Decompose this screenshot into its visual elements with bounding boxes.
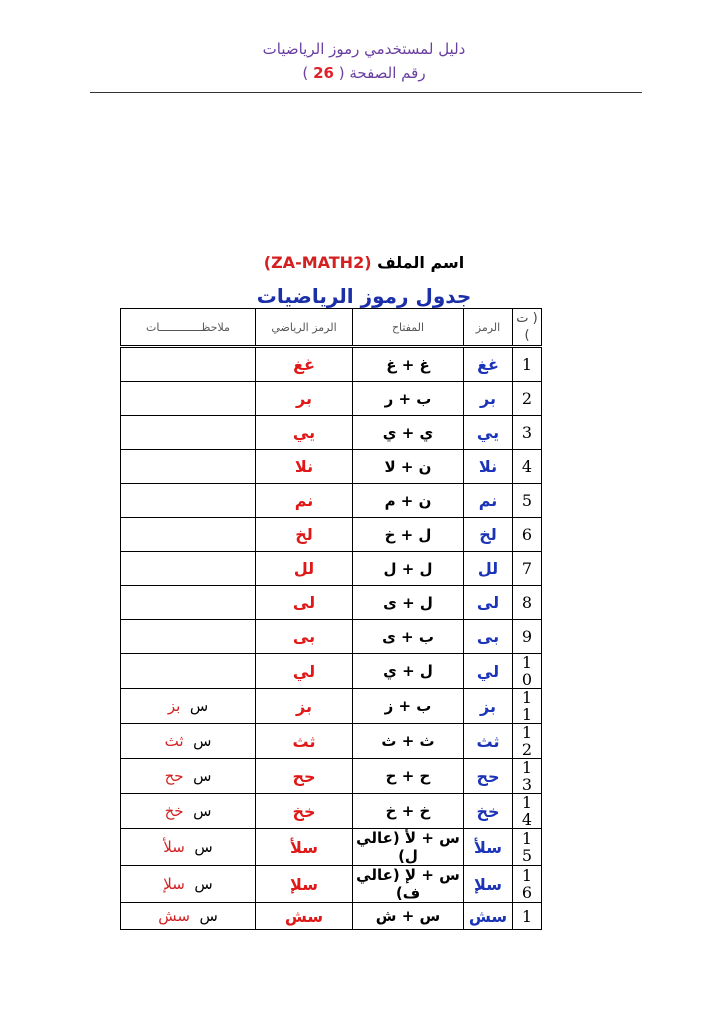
file-name-line (0, 253, 728, 272)
table-row (121, 794, 542, 829)
cell-symbol: لى (464, 586, 513, 620)
cell-math-symbol: بر (256, 382, 353, 416)
note-symbol: خخ (164, 802, 184, 820)
cell-notes (121, 552, 256, 586)
note-prefix: س (194, 838, 213, 856)
cell-notes (121, 794, 256, 829)
table-title: جدول رموز الرياضيات (256, 284, 472, 308)
page-close: ) (302, 64, 309, 82)
cell-math-symbol: سش (256, 903, 353, 930)
row-num-digit: 4 (521, 810, 533, 829)
table-row (121, 552, 542, 586)
cell-notes (121, 903, 256, 930)
col-header-key: المفتاح (353, 309, 464, 347)
file-label: اسم الملف (377, 253, 465, 272)
cell-symbol: سش (464, 903, 513, 930)
cell-math-symbol: حح (256, 759, 353, 794)
row-num: 4 (521, 457, 533, 476)
cell-math-symbol: بى (256, 620, 353, 654)
cell-symbol: بر (464, 382, 513, 416)
cell-symbol: لل (464, 552, 513, 586)
cell-symbol: بى (464, 620, 513, 654)
table-row (121, 654, 542, 689)
cell-math-symbol: يي (256, 416, 353, 450)
cell-num (513, 518, 542, 552)
cell-num (513, 552, 542, 586)
row-num: 5 (521, 491, 533, 510)
cell-num (513, 794, 542, 829)
table-row (121, 586, 542, 620)
cell-math-symbol: نم (256, 484, 353, 518)
cell-key: ح + ح (353, 759, 464, 794)
cell-symbol: حح (464, 759, 513, 794)
table-row (121, 903, 542, 930)
cell-num (513, 724, 542, 759)
row-num-digit: 2 (521, 740, 533, 759)
cell-key: س + لأ (عالي ل) (353, 829, 464, 866)
cell-key: ل + ي (353, 654, 464, 689)
cell-symbol: خخ (464, 794, 513, 829)
note-symbol: سلإ (163, 875, 185, 893)
cell-num (513, 866, 542, 903)
cell-key: ل + خ (353, 518, 464, 552)
cell-notes (121, 450, 256, 484)
row-num: 8 (521, 593, 533, 612)
table-row (121, 450, 542, 484)
cell-math-symbol: ثث (256, 724, 353, 759)
cell-symbol: لي (464, 654, 513, 689)
cell-notes (121, 654, 256, 689)
cell-notes (121, 416, 256, 450)
note-symbol: بز (167, 697, 181, 715)
row-num-digit: 1 (521, 723, 533, 742)
cell-num (513, 654, 542, 689)
col-header-num-label: ( ت ) (516, 311, 538, 343)
row-num: 9 (521, 627, 533, 646)
cell-key: ب + ى (353, 620, 464, 654)
table-row (121, 620, 542, 654)
cell-num (513, 450, 542, 484)
cell-key: ب + ر (353, 382, 464, 416)
cell-num (513, 347, 542, 382)
cell-key: س + ش (353, 903, 464, 930)
table-row (121, 759, 542, 794)
cell-symbol: ثث (464, 724, 513, 759)
note-prefix: س (193, 802, 212, 820)
note-symbol: سلأ (163, 838, 185, 856)
cell-math-symbol: غغ (256, 347, 353, 382)
cell-num (513, 759, 542, 794)
page-number-line (0, 64, 728, 82)
table-header-row (121, 309, 542, 347)
cell-math-symbol: لى (256, 586, 353, 620)
cell-math-symbol: لي (256, 654, 353, 689)
cell-notes (121, 829, 256, 866)
note-symbol: ثث (164, 732, 184, 750)
cell-symbol: نم (464, 484, 513, 518)
cell-num (513, 416, 542, 450)
cell-key: ل + ى (353, 586, 464, 620)
cell-notes (121, 759, 256, 794)
table-row (121, 484, 542, 518)
document-title: دليل لمستخدمي رموز الرياضيات (262, 40, 466, 58)
cell-symbol: غغ (464, 347, 513, 382)
header-rule (90, 92, 642, 93)
note-prefix: س (189, 697, 209, 715)
row-num-digit: 6 (521, 883, 533, 902)
row-num-digit: 1 (521, 688, 533, 707)
cell-notes (121, 518, 256, 552)
table-row (121, 416, 542, 450)
row-num: 7 (521, 559, 533, 578)
cell-symbol: نلا (464, 450, 513, 484)
symbols-table (120, 308, 542, 930)
note-prefix: س (199, 907, 218, 925)
cell-notes (121, 586, 256, 620)
table-row (121, 689, 542, 724)
cell-num (513, 484, 542, 518)
cell-symbol: لخ (464, 518, 513, 552)
cell-key: ث + ث (353, 724, 464, 759)
cell-key: ل + ل (353, 552, 464, 586)
cell-key: خ + خ (353, 794, 464, 829)
note-symbol: حح (164, 767, 184, 785)
row-num-digit: 1 (521, 758, 533, 777)
cell-math-symbol: نلا (256, 450, 353, 484)
cell-key: ن + م (353, 484, 464, 518)
cell-math-symbol: لخ (256, 518, 353, 552)
cell-math-symbol: سلأ (256, 829, 353, 866)
cell-key: ي + ي (353, 416, 464, 450)
table-row (121, 829, 542, 866)
row-num: 1 (521, 355, 533, 374)
file-code: (ZA-MATH2) (263, 253, 372, 272)
cell-key: غ + غ (353, 347, 464, 382)
table-body (121, 347, 542, 930)
cell-math-symbol: بز (256, 689, 353, 724)
row-num-digit: 1 (521, 829, 533, 848)
row-num-digit: 0 (521, 670, 533, 689)
cell-notes (121, 689, 256, 724)
row-num-digit: 5 (521, 846, 533, 865)
row-num-digit: 1 (521, 705, 533, 724)
row-num-digit: 1 (521, 866, 533, 885)
col-header-num (513, 309, 542, 347)
row-num-digit: 3 (521, 775, 533, 794)
cell-notes (121, 347, 256, 382)
cell-key: ب + ز (353, 689, 464, 724)
cell-math-symbol: لل (256, 552, 353, 586)
cell-notes (121, 724, 256, 759)
table-row (121, 724, 542, 759)
row-num: 1 (521, 906, 533, 926)
cell-math-symbol: سلإ (256, 866, 353, 903)
cell-notes (121, 382, 256, 416)
table-row (121, 347, 542, 382)
row-num: 3 (521, 423, 533, 442)
note-prefix: س (193, 732, 212, 750)
cell-symbol: بز (464, 689, 513, 724)
note-prefix: س (193, 767, 212, 785)
table-row (121, 518, 542, 552)
cell-notes (121, 866, 256, 903)
row-num: 6 (521, 525, 533, 544)
row-num-digit: 1 (521, 793, 533, 812)
note-symbol: سش (158, 907, 190, 925)
cell-num (513, 620, 542, 654)
table-row (121, 866, 542, 903)
cell-num (513, 586, 542, 620)
page-number: 26 (313, 64, 334, 82)
cell-num (513, 689, 542, 724)
cell-symbol: سلأ (464, 829, 513, 866)
row-num: 2 (521, 389, 533, 408)
note-prefix: س (194, 875, 213, 893)
cell-symbol: سلإ (464, 866, 513, 903)
cell-notes (121, 484, 256, 518)
cell-symbol: يي (464, 416, 513, 450)
table-row (121, 382, 542, 416)
cell-key: س + لإ (عالي ف) (353, 866, 464, 903)
cell-key: ن + لا (353, 450, 464, 484)
cell-notes (121, 620, 256, 654)
cell-num (513, 382, 542, 416)
col-header-notes: ملاحظـــــــــــــات (121, 309, 256, 347)
cell-num (513, 829, 542, 866)
cell-num (513, 903, 542, 930)
col-header-symbol: الرمز (464, 309, 513, 347)
row-num-digit: 1 (521, 653, 533, 672)
page-label: رقم الصفحة ( (338, 64, 426, 82)
cell-math-symbol: خخ (256, 794, 353, 829)
col-header-math: الرمز الرياضي (256, 309, 353, 347)
